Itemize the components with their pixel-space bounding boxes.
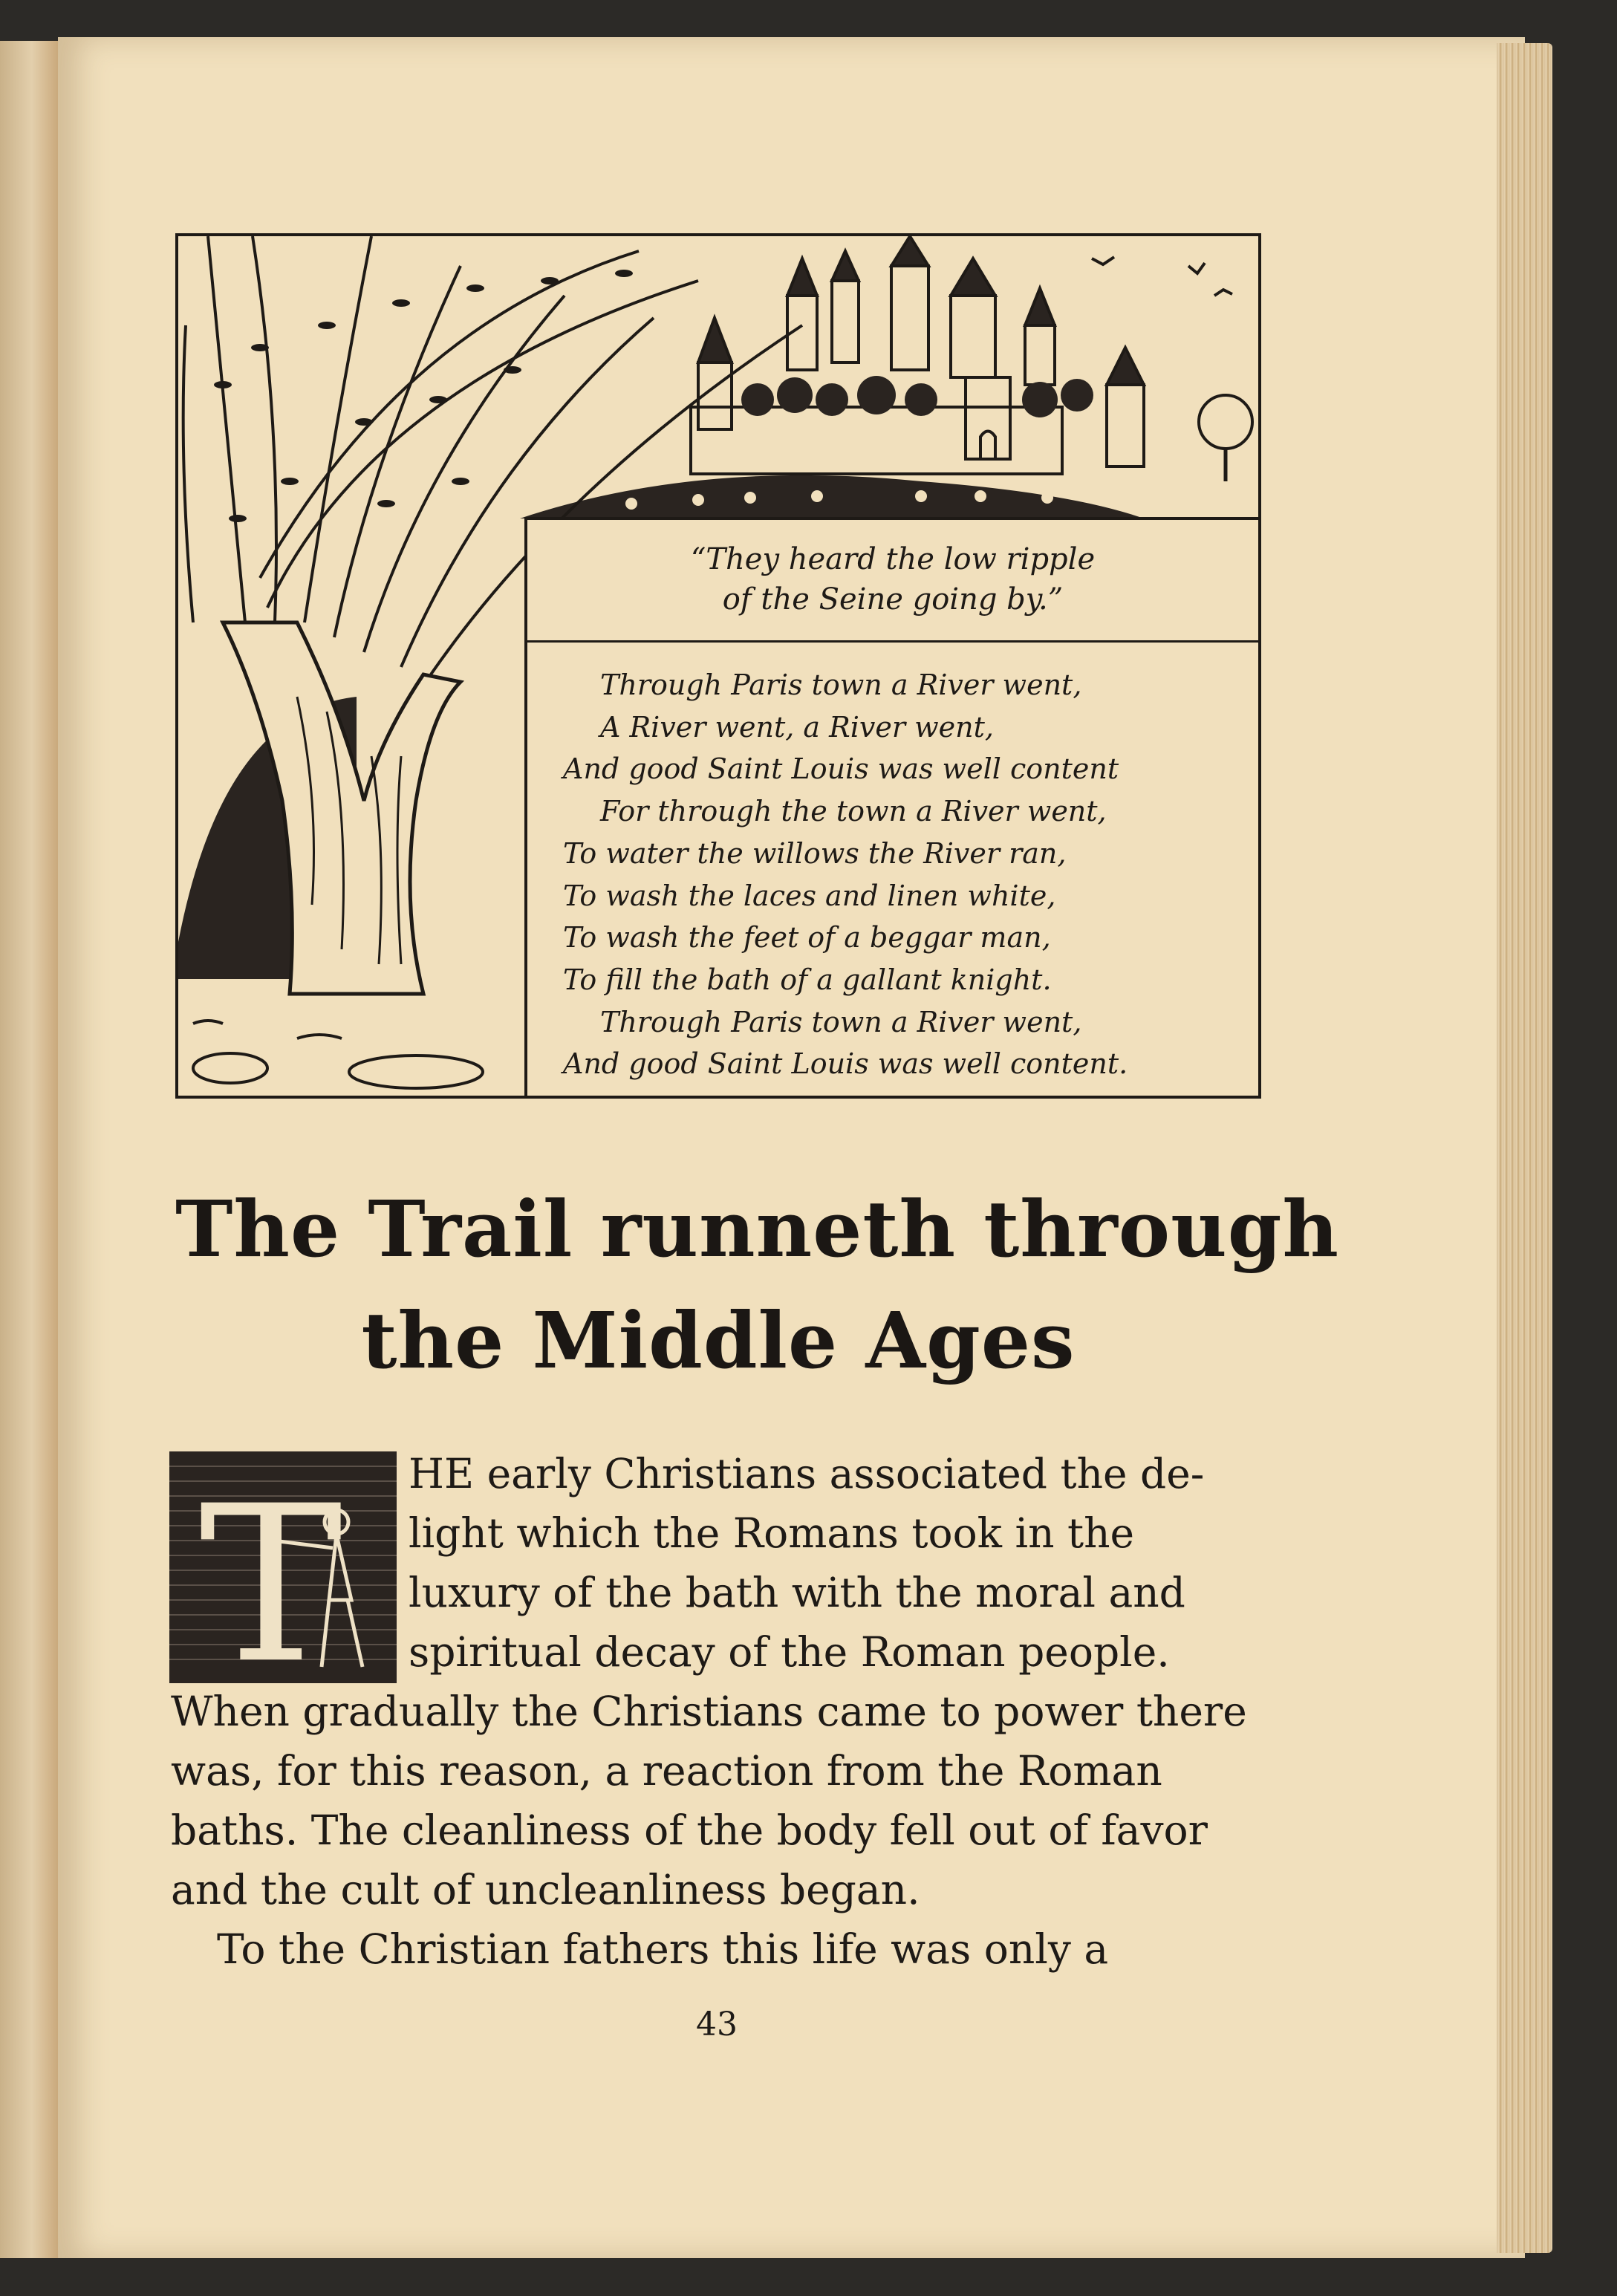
poem-line: And good Saint Louis was well content. [563,1047,1128,1081]
page-number: 43 [696,2006,738,2043]
heading-line: The Trail runneth through [175,1183,1340,1275]
book-left-page-edge [0,41,58,2258]
page-stack-edge [1497,43,1552,2253]
body-line: was, for this reason, a reaction from the Roman [171,1747,1162,1795]
illustration-caption [527,539,1258,619]
body-line: HE early Christians associated the de- [409,1450,1205,1497]
body-line: light which the Romans took in the [409,1509,1135,1557]
drop-cap-letter: T [199,1460,343,1683]
body-line: baths. The cleanliness of the body fell out of favor [171,1806,1208,1854]
poem-line: To wash the feet of a beggar man, [563,921,1051,955]
poem-line: To fill the bath of a gallant knight. [563,963,1052,996]
body-line: luxury of the bath with the moral and [409,1569,1185,1616]
poem-panel [524,517,1258,1096]
body-line: When gradually the Christians came to power there [171,1688,1247,1735]
poem-line: To water the willows the River ran, [563,836,1067,870]
caption-divider [527,640,1258,643]
body-line: spiritual decay of the Roman people. [409,1628,1170,1676]
caption-line: “They heard the low ripple [690,542,1096,576]
poem-line: Through Paris town a River went, [600,669,1082,701]
poem-line: And good Saint Louis was well content [563,752,1119,786]
poem-line: Through Paris town a River went, [600,1005,1082,1038]
poem [563,664,1246,1085]
illustration-plate [175,233,1261,1099]
body-line: and the cult of uncleanliness began. [171,1866,920,1913]
chapter-heading [175,1174,1340,1396]
body-paragraph [171,1444,1266,1979]
caption-line: of the Seine going by.” [722,582,1064,617]
poem-line: A River went, a River went, [600,710,994,744]
body-line: To the Christian fathers this life was only a [217,1925,1109,1973]
heading-line: the Middle Ages [361,1295,1076,1386]
poem-line: To wash the laces and linen white, [563,879,1056,912]
poem-line: For through the town a River went, [600,795,1107,828]
